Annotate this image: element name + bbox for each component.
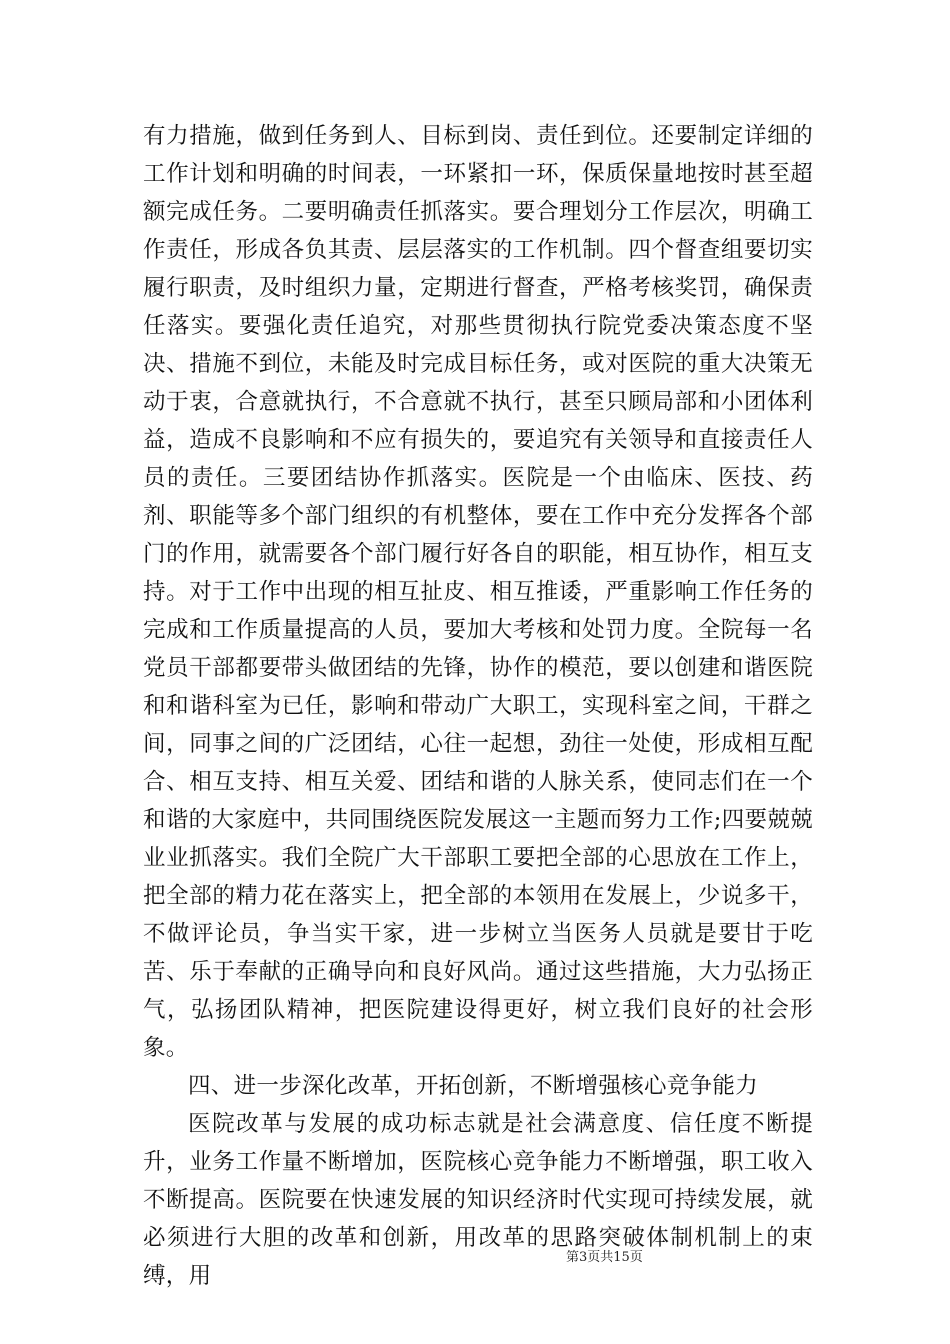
- section-heading: 四、进一步深化改革，开拓创新，不断增强核心竞争能力: [188, 1073, 759, 1099]
- page-number-label: 第3页共15页: [566, 1250, 643, 1265]
- page-footer: [0, 1246, 950, 1265]
- paragraph-new: 医院改革与发展的成功标志就是社会满意度、信任度不断提升，业务工作量不断增加，医院核心竞争能力不断增强，职工收入不断提高。医院要在快速发展的知识经济时代实现可持续发展，就必须进行大胆的改革和创新，用改革的思路突破体制机制上的束缚，用: [143, 1111, 813, 1289]
- paragraph-continuation: 有力措施，做到任务到人、目标到岗、责任到位。还要制定详细的工作计划和明确的时间表，一环紧扣一环，保质保量地按时甚至超额完成任务。二要明确责任抓落实。要合理划分工作层次，明确工作责任，形成各负其责、层层落实的工作机制。四个督查组要切实履行职责，及时组织力量，定期进行督查，严格考核奖罚，确保责任落实。要强化责任追究，对那些贯彻执行院党委决策态度不坚决、措施不到位，未能及时完成目标任务，或对医院的重大决策无动于衷，合意就执行，不合意就不执行，甚至只顾局部和小团体利益，造成不良影响和不应有损失的，要追究有关领导和直接责任人员的责任。三要团结协作抓落实。医院是一个由临床、医技、药剂、职能等多个部门组织的有机整体，要在工作中充分发挥各个部门的作用，就需要各个部门履行好各自的职能，相互协作，相互支持。对于工作中出现的相互扯皮、相互推诿，严重影响工作任务的完成和工作质量提高的人员，要加大考核和处罚力度。全院每一名党员干部都要带头做团结的先锋，协作的模范，要以创建和谐医院和和谐科室为已任，影响和带动广大职工，实现科室之间，干群之间，同事之间的广泛团结，心往一起想，劲往一处使，形成相互配合、相互支持、相互关爱、团结和谐的人脉关系，使同志们在一个和谐的大家庭中，共同围绕医院发展这一主题而努力工作;四要兢兢业业抓落实。我们全院广大干部职工要把全部的心思放在工作上，把全部的精力花在落实上，把全部的本领用在发展上，少说多干，不做评论员，争当实干家，进一步树立当医务人员就是要甘于吃苦、乐于奉献的正确导向和良好风尚。通过这些措施，大力弘扬正气，弘扬团队精神，把医院建设得更好，树立我们良好的社会形象。: [143, 123, 813, 1061]
- document-body: [143, 117, 813, 1295]
